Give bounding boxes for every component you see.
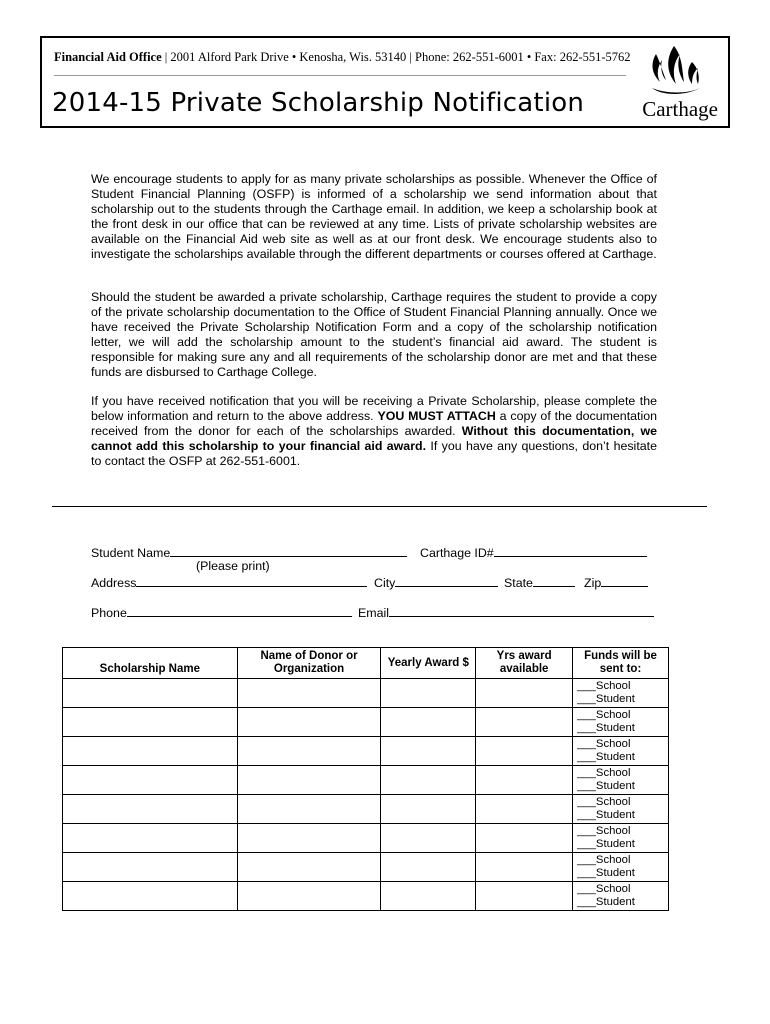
- header-donor: Name of Donor or Organization: [237, 648, 381, 679]
- funds-cell: [573, 708, 669, 737]
- donor-cell[interactable]: [237, 708, 381, 737]
- years-available-cell[interactable]: [476, 708, 573, 737]
- scholarship-name-cell[interactable]: [63, 795, 238, 824]
- carthage-id-field[interactable]: [494, 544, 647, 557]
- student-option[interactable]: ___Student: [577, 780, 635, 792]
- instructions-text-1: If you have received notification that you will be receiving a Private Scholarship, please complete the below information and return to the above address.: [91, 394, 657, 423]
- scholarship-name-cell[interactable]: [63, 708, 238, 737]
- scholarship-name-cell[interactable]: [63, 882, 238, 911]
- yearly-award-cell[interactable]: [381, 795, 476, 824]
- yearly-award-cell[interactable]: [381, 708, 476, 737]
- letterhead-address: [54, 50, 631, 65]
- yearly-award-cell[interactable]: [381, 882, 476, 911]
- zip-row: [584, 574, 648, 590]
- email-field[interactable]: [389, 604, 654, 617]
- school-option[interactable]: ___School: [577, 738, 631, 750]
- student-option[interactable]: ___Student: [577, 809, 635, 821]
- donor-cell[interactable]: [237, 766, 381, 795]
- email-label: Email: [358, 606, 389, 620]
- school-option[interactable]: ___School: [577, 709, 631, 721]
- header-years-available: Yrs award available: [476, 648, 573, 679]
- scholarship-table: [62, 647, 669, 911]
- student-name-row: [91, 544, 407, 560]
- logo-text: Carthage: [642, 97, 718, 121]
- address-label: Address: [91, 576, 137, 590]
- donor-cell[interactable]: [237, 679, 381, 708]
- flame-icon: [622, 44, 718, 104]
- office-address: | 2001 Alford Park Drive • Kenosha, Wis. 53140 | Phone: 262-551-6001 • Fax: 262-551-5762: [161, 50, 631, 64]
- state-field[interactable]: [533, 574, 575, 587]
- city-label: City: [374, 576, 396, 590]
- funds-cell: [573, 679, 669, 708]
- table-row: [63, 737, 669, 766]
- donor-cell[interactable]: [237, 824, 381, 853]
- donor-cell[interactable]: [237, 853, 381, 882]
- office-name: Financial Aid Office: [54, 50, 162, 64]
- state-row: [504, 574, 575, 590]
- page-title: 2014-15 Private Scholarship Notification: [52, 88, 585, 118]
- donor-cell[interactable]: [237, 882, 381, 911]
- years-available-cell[interactable]: [476, 882, 573, 911]
- years-available-cell[interactable]: [476, 737, 573, 766]
- table-row: [63, 766, 669, 795]
- scholarship-name-cell[interactable]: [63, 824, 238, 853]
- paragraph-intro: We encourage students to apply for as many private scholarships as possible. Whenever the Office of Student Financial Planning (OSFP) is informed of a scholarship we send information about that scholarship out to the students through the Carthage email. In addition, we keep a scholarship book at the front desk in our office that can be reviewed at any time. Lists of private scholarship websites are available on the Financial Aid web site as well as at our front desk. We encourage students also to investigate the scholarships available through the different departments or courses offered at Carthage.: [91, 172, 657, 261]
- header-funds-sent-to: Funds will be sent to:: [573, 648, 669, 679]
- yearly-award-cell[interactable]: [381, 853, 476, 882]
- table-header-row: [63, 648, 669, 679]
- phone-label: Phone: [91, 606, 127, 620]
- donor-cell[interactable]: [237, 737, 381, 766]
- address-row: [91, 574, 367, 590]
- scholarship-name-cell[interactable]: [63, 853, 238, 882]
- years-available-cell[interactable]: [476, 824, 573, 853]
- carthage-id-label: Carthage ID#: [420, 546, 494, 560]
- address-field[interactable]: [136, 574, 367, 587]
- letterhead-divider: [54, 75, 626, 76]
- zip-label: Zip: [584, 576, 602, 590]
- years-available-cell[interactable]: [476, 795, 573, 824]
- scholarship-name-cell[interactable]: [63, 737, 238, 766]
- table-row: [63, 824, 669, 853]
- years-available-cell[interactable]: [476, 766, 573, 795]
- student-name-field[interactable]: [170, 544, 407, 557]
- years-available-cell[interactable]: [476, 679, 573, 708]
- yearly-award-cell[interactable]: [381, 766, 476, 795]
- paragraph-instructions: [91, 394, 657, 469]
- yearly-award-cell[interactable]: [381, 824, 476, 853]
- school-option[interactable]: ___School: [577, 883, 631, 895]
- funds-cell: [573, 853, 669, 882]
- yearly-award-cell[interactable]: [381, 737, 476, 766]
- scholarship-name-cell[interactable]: [63, 679, 238, 708]
- school-option[interactable]: ___School: [577, 854, 631, 866]
- carthage-logo: [622, 44, 718, 124]
- scholarship-name-cell[interactable]: [63, 766, 238, 795]
- city-field[interactable]: [395, 574, 498, 587]
- table-row: [63, 679, 669, 708]
- letterhead: [40, 36, 730, 128]
- please-print-note: (Please print): [196, 559, 270, 573]
- phone-field[interactable]: [127, 604, 352, 617]
- funds-cell: [573, 766, 669, 795]
- carthage-id-row: [420, 544, 647, 560]
- table-row: [63, 882, 669, 911]
- school-option[interactable]: ___School: [577, 825, 631, 837]
- header-scholarship-name: Scholarship Name: [63, 648, 238, 679]
- funds-cell: [573, 795, 669, 824]
- student-option[interactable]: ___Student: [577, 751, 635, 763]
- instructions-emphasis-1: YOU MUST ATTACH: [377, 408, 496, 423]
- funds-cell: [573, 882, 669, 911]
- state-label: State: [504, 576, 533, 590]
- table-row: [63, 708, 669, 737]
- student-option[interactable]: ___Student: [577, 693, 635, 705]
- funds-cell: [573, 737, 669, 766]
- section-divider: [52, 506, 707, 507]
- student-option[interactable]: ___Student: [577, 896, 635, 908]
- school-option[interactable]: ___School: [577, 680, 631, 692]
- table-row: [63, 795, 669, 824]
- student-name-label: Student Name: [91, 546, 171, 560]
- yearly-award-cell[interactable]: [381, 679, 476, 708]
- school-option[interactable]: ___School: [577, 767, 631, 779]
- header-yearly-award: Yearly Award $: [381, 648, 476, 679]
- student-option[interactable]: ___Student: [577, 722, 635, 734]
- years-available-cell[interactable]: [476, 853, 573, 882]
- instructions-text-2: a copy of the documentation received from the donor for each of the scholarships awarded.: [91, 408, 658, 438]
- student-option[interactable]: ___Student: [577, 867, 635, 879]
- paragraph-requirements: Should the student be awarded a private scholarship, Carthage requires the student to provide a copy of the private scholarship documentation to the Office of Student Financial Planning annually. Once we have received the Private Scholarship Notification Form and a copy of the scholarship notification letter, we will add the scholarship amount to the student’s financial aid award. The student is responsible for making sure any and all requirements of the scholarship donor are met and that these funds are disbursed to Carthage College.: [91, 290, 657, 379]
- table-row: [63, 853, 669, 882]
- funds-cell: [573, 824, 669, 853]
- instructions-text-3: If you have any questions, don’t hesitate to contact the OSFP at 262-551-6001.: [91, 438, 657, 468]
- school-option[interactable]: ___School: [577, 796, 631, 808]
- phone-row: [91, 604, 352, 620]
- donor-cell[interactable]: [237, 795, 381, 824]
- zip-field[interactable]: [601, 574, 648, 587]
- email-row: [358, 604, 654, 620]
- instructions-emphasis-2: Without this documentation, we cannot add this scholarship to your financial aid award.: [91, 423, 657, 453]
- student-option[interactable]: ___Student: [577, 838, 635, 850]
- city-row: [374, 574, 498, 590]
